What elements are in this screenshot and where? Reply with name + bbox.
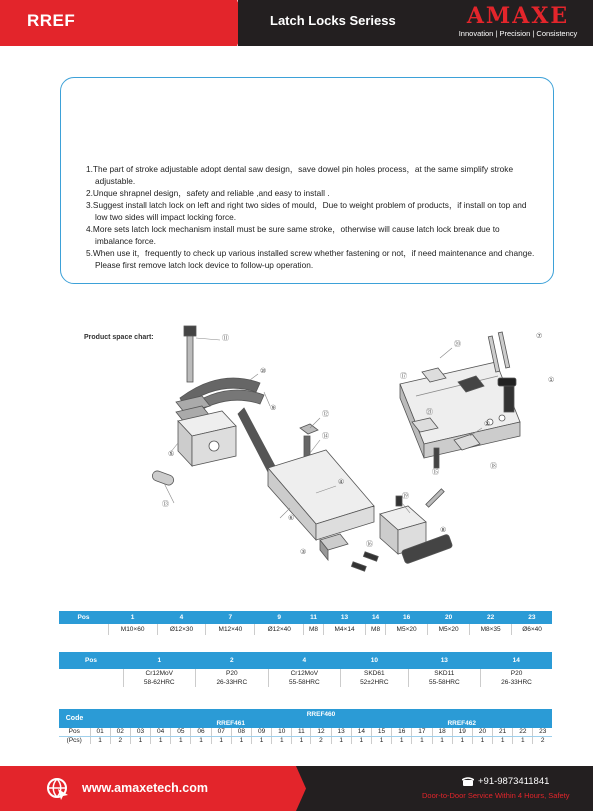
rail-bolt — [504, 382, 514, 412]
callout-number: ⑥ — [288, 514, 295, 522]
table-header-cell: 1 — [123, 652, 196, 669]
table-header-cell: 11 — [304, 611, 324, 624]
table-cell: 19 — [452, 728, 472, 736]
table-cell: Ø12×30 — [157, 624, 206, 635]
callout-number: ① — [548, 376, 555, 384]
table-cell: 12 — [311, 728, 331, 736]
table-cell: 26-33HRC — [481, 678, 552, 687]
table-cell: 58-62HRC — [123, 678, 196, 687]
table-cell: Cr12MoV — [123, 669, 196, 678]
table-cell: 1 — [412, 736, 432, 744]
table-cell: Cr12MoV — [268, 669, 341, 678]
callout-number: ㉑ — [426, 408, 433, 416]
table-header-cell: 10 — [341, 652, 408, 669]
table-cell: 1 — [452, 736, 472, 744]
table-cell: 08 — [231, 728, 251, 736]
table-cell: 2 — [533, 736, 552, 744]
phone-icon — [462, 777, 474, 787]
table-header-cell: 23 — [512, 611, 552, 624]
callout-number: ③ — [300, 548, 307, 556]
table-cell: M12×40 — [206, 624, 255, 635]
table-cell: 1 — [191, 736, 211, 744]
table-cell: 22 — [513, 728, 533, 736]
table-cell: 2 — [110, 736, 130, 744]
globe-cursor-icon — [44, 777, 70, 801]
table-cell — [59, 669, 123, 678]
phone-number[interactable]: +91-9873411841 — [478, 776, 550, 787]
ejector-pin — [426, 489, 444, 507]
table-cell: SKD11 — [408, 669, 481, 678]
website-link[interactable]: www.amaxetech.com — [82, 781, 208, 795]
callout-number: ⑮ — [432, 468, 439, 476]
table-cell: 10 — [272, 728, 292, 736]
nut — [300, 424, 318, 434]
product-code: RREF — [27, 11, 76, 30]
table-cell: Ø12×40 — [255, 624, 304, 635]
table-header-cell: 14 — [481, 652, 552, 669]
table-header-row — [59, 719, 552, 728]
page-title: Latch Locks Seriess — [270, 13, 396, 28]
table-header-cell: 9 — [255, 611, 304, 624]
table-cell: 52±2HRC — [341, 678, 408, 687]
table-row — [59, 624, 552, 635]
table-cell: 06 — [191, 728, 211, 736]
table-cell: 55-58HRC — [268, 678, 341, 687]
callout-number: ⑭ — [322, 432, 329, 440]
table-cell: 02 — [110, 728, 130, 736]
table-cell: 23 — [533, 728, 552, 736]
table-cell: 13 — [331, 728, 351, 736]
note-item: 1.The part of stroke adjustable adopt dental saw design，save dowel pin holes process，at the same simplify stroke adjustable. — [86, 164, 514, 186]
product-space-chart-label: Product space chart: — [84, 334, 154, 341]
table-cell — [59, 624, 108, 635]
table-header-cell: 13 — [324, 611, 366, 624]
spec-table-2 — [59, 652, 552, 687]
table-cell: 1 — [392, 736, 412, 744]
row-label: (Pcs) — [59, 736, 90, 744]
callout-number: ④ — [338, 478, 345, 486]
table-cell: M8×35 — [470, 624, 512, 635]
table-cell: 04 — [151, 728, 171, 736]
table-cell: 11 — [292, 728, 311, 736]
callout-number: ⑯ — [366, 540, 373, 548]
callout-number: ⑰ — [400, 372, 407, 380]
callout-number: ⑫ — [322, 410, 329, 418]
note-item: 2.Unque shrapnel design，safety and reliable ,and easy to install . — [86, 188, 330, 198]
table-header-cell: 4 — [268, 652, 341, 669]
subgroup-header: RREF462 — [371, 719, 552, 728]
dowel-pin — [151, 470, 175, 487]
group-header: RREF460 — [90, 709, 552, 719]
table-cell: 1 — [231, 736, 251, 744]
table-cell: SKD61 — [341, 669, 408, 678]
table-header-cell: 14 — [366, 611, 386, 624]
table-cell: 05 — [171, 728, 191, 736]
table-cell: 17 — [412, 728, 432, 736]
table-row-pos — [59, 728, 552, 736]
table-header-cell: 7 — [206, 611, 255, 624]
table-cell: 1 — [90, 736, 110, 744]
table-header-row — [59, 652, 552, 669]
table-cell: 1 — [513, 736, 533, 744]
callout-number: ⑬ — [162, 500, 169, 508]
table-cell: 18 — [432, 728, 452, 736]
table-cell: 55-58HRC — [408, 678, 481, 687]
table-cell: 1 — [432, 736, 452, 744]
note-item: 3.Suggest install latch lock on left and right two sides of mould，Due to weight problem of products，if install on top and low two sides will impact locking force. — [86, 200, 527, 222]
table-cell: M4×14 — [324, 624, 366, 635]
table-row-pcs — [59, 736, 552, 744]
callout-number: ⑩ — [260, 367, 267, 375]
table-cell: P20 — [481, 669, 552, 678]
table-cell: M10×60 — [108, 624, 157, 635]
table-cell: M8 — [366, 624, 386, 635]
table-cell: 1 — [151, 736, 171, 744]
table-cell: 1 — [171, 736, 191, 744]
table-header-cell: Pos — [59, 652, 123, 669]
note-item: 4.More sets latch lock mechanism install must be sure same stroke，otherwise will cause latch lock break due to imbalance force. — [86, 224, 500, 246]
callout-number: ⑳ — [454, 340, 461, 348]
table-cell: 09 — [252, 728, 272, 736]
table-cell: 07 — [211, 728, 231, 736]
table-cell: M8 — [304, 624, 324, 635]
callout-number: ⑨ — [270, 404, 277, 412]
composition-table — [59, 709, 552, 744]
footer-arrow-divider — [286, 766, 306, 811]
note-item: 5.When use it，frequently to check up various installed screw whether fastening or not，if need maintenance and change. Please first remove latch lock device to follow-up operation. — [86, 248, 535, 270]
bolt-shank — [187, 336, 193, 382]
table-header-cell: 1 — [108, 611, 157, 624]
brand-logo: AMAXE — [466, 3, 570, 29]
exploded-view-diagram — [140, 318, 560, 588]
table-cell: 1 — [252, 736, 272, 744]
table-header-cell: Pos — [59, 611, 108, 624]
spring-tail — [238, 408, 276, 472]
table-cell: 21 — [493, 728, 513, 736]
table-cell: 26-33HRC — [196, 678, 269, 687]
callout-number: ② — [484, 420, 491, 428]
table-header-cell: 16 — [386, 611, 428, 624]
table-cell: 1 — [130, 736, 150, 744]
table-cell: 1 — [272, 736, 292, 744]
table-row — [59, 669, 552, 678]
brand-tagline: Innovation | Precision | Consistency — [458, 29, 578, 38]
callout-number: ⑲ — [402, 492, 409, 500]
table-header-cell: 22 — [470, 611, 512, 624]
spec-table-1 — [59, 611, 552, 635]
service-tagline: Door-to-Door Service Within 4 Hours, Safety — [422, 791, 570, 800]
callout-number: ⑪ — [222, 334, 229, 342]
table-cell: M5×20 — [386, 624, 428, 635]
table-cell: 2 — [311, 736, 331, 744]
table-header-row — [59, 611, 552, 624]
table-cell: 1 — [493, 736, 513, 744]
bolt-head — [184, 326, 196, 336]
table-cell: 16 — [392, 728, 412, 736]
table-header-cell: 4 — [157, 611, 206, 624]
table-header-cell: 2 — [196, 652, 269, 669]
table-header-cell: 20 — [428, 611, 470, 624]
table-cell: 03 — [130, 728, 150, 736]
table-cell: Ø6×40 — [512, 624, 552, 635]
table-cell: 1 — [371, 736, 391, 744]
code-header: Code — [59, 709, 90, 728]
callout-number: ⑧ — [440, 526, 447, 534]
row-label: Pos — [59, 728, 90, 736]
table-cell: 1 — [351, 736, 371, 744]
table-cell: 1 — [331, 736, 351, 744]
subgroup-header: RREF461 — [90, 719, 371, 728]
table-cell — [59, 678, 123, 687]
table-cell: 1 — [292, 736, 311, 744]
table-header-cell: 13 — [408, 652, 481, 669]
callout-number: ⑱ — [490, 462, 497, 470]
table-cell: 15 — [371, 728, 391, 736]
table-cell: 14 — [351, 728, 371, 736]
table-cell: M5×20 — [428, 624, 470, 635]
callout-number: ⑤ — [168, 450, 175, 458]
table-cell: 01 — [90, 728, 110, 736]
table-cell: 20 — [472, 728, 492, 736]
table-header-row — [59, 709, 552, 719]
table-cell: P20 — [196, 669, 269, 678]
table-cell: 1 — [472, 736, 492, 744]
notes-list — [86, 163, 536, 271]
table-row — [59, 678, 552, 687]
callout-number: ⑦ — [536, 332, 543, 340]
table-cell: 1 — [211, 736, 231, 744]
